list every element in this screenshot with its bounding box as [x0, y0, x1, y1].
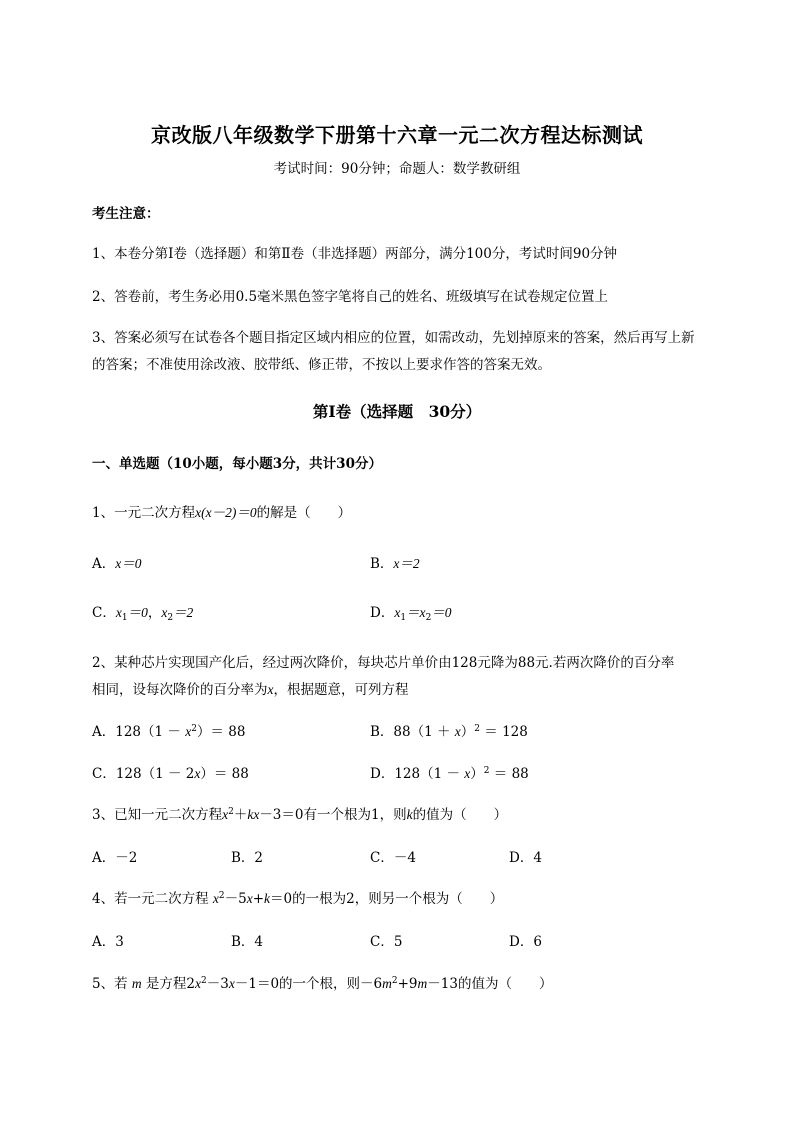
notice-item-3-cont: 的答案；不准使用涂改液、胶带纸、修正带，不按以上要求作答的答案无效。 [92, 357, 551, 373]
notice-heading: 考生注意： [92, 206, 160, 222]
q2-line2-a: 相同，设每次降价的百分率为 [92, 682, 268, 698]
q5-prefix: 5、若 [92, 976, 132, 992]
q1-c-sub2: 2 [167, 613, 174, 623]
q5-sup1: 2 [201, 976, 207, 986]
q1-equation: x(x－2)＝0 [195, 505, 257, 520]
q4-x2: x [246, 891, 253, 906]
q5-m3: m [417, 976, 428, 991]
q2-b-paren: ） [460, 724, 475, 740]
question-3 [92, 803, 507, 823]
q3-mid: 有一个根为1，则 [303, 807, 407, 823]
q2-b-end: ＝ 128 [480, 724, 528, 740]
q2-b-sup: 2 [474, 724, 481, 734]
q5-mid4: +9 [397, 976, 418, 992]
q2-b-text: B．88（1 ＋ [370, 724, 455, 740]
q4-plus: + [252, 891, 265, 907]
q2-option-b[interactable] [370, 720, 528, 740]
q2-line2-b: ，根据题意，可列方程 [273, 682, 409, 698]
q1-prefix: 1、一元二次方程 [92, 505, 196, 521]
question-5 [92, 972, 552, 992]
q1-option-b[interactable] [370, 552, 420, 572]
q1-option-a[interactable] [92, 552, 142, 572]
q5-sup2: 2 [391, 976, 398, 986]
q1-d-end: ＝0 [431, 605, 452, 620]
q4-option-a[interactable]: A．3 [92, 934, 124, 950]
q5-mid2: －3 [206, 976, 229, 992]
q4-option-d[interactable]: D．6 [509, 934, 542, 950]
q2-a-sup: 2 [191, 724, 197, 734]
notice-item-1: 1、本卷分第I卷（选择题）和第Ⅱ卷（非选择题）两部分，满分100分，考试时间90分钟 [92, 246, 618, 262]
q1-option-d[interactable] [370, 601, 452, 623]
q4-suffix: 的一根为2，则另一个根为（ ） [292, 891, 504, 907]
q1-option-d-label: D． [370, 605, 395, 621]
q5-m: m [131, 976, 142, 991]
notice-item-2: 2、答卷前，考生务必用0.5毫米黑色签字笔将自己的姓名、班级填写在试卷规定位置上 [92, 289, 609, 305]
q3-rest: －3＝0 [259, 807, 304, 823]
q2-d-var: x [464, 766, 471, 781]
question-4 [92, 887, 503, 907]
q1-d-x1: x [394, 605, 401, 620]
q3-plus: ＋ [233, 807, 248, 823]
q3-sup: 2 [228, 807, 234, 817]
q1-suffix: 的解是（ ） [256, 505, 352, 521]
q5-suffix: －13的值为（ ） [427, 976, 553, 992]
q3-prefix: 3、已知一元二次方程 [92, 807, 223, 823]
q2-c-text: C．128（1 － 2 [92, 766, 195, 782]
q4-option-c[interactable]: C．5 [370, 934, 403, 950]
q2-a-var: x [185, 724, 192, 739]
q5-x2: x [228, 976, 235, 991]
q1-option-b-label: B． [370, 556, 394, 572]
q2-d-text: D．128（1 － [370, 766, 465, 782]
question-2-line-1: 2、某种芯片实现国产化后，经过两次降价，每块芯片单价由128元降为88元.若两次降价的百分率 [92, 655, 675, 671]
q3-option-a[interactable]: A．－2 [92, 850, 138, 866]
q3-option-c[interactable]: C．－4 [370, 850, 416, 866]
question-1 [92, 501, 351, 521]
q2-d-end: ＝ 88 [489, 766, 529, 782]
q1-d-sub2: 2 [425, 613, 432, 623]
part-heading: 一、单选题（10小题，每小题3分，共计30分） [92, 456, 382, 472]
q4-mid: －5 [224, 891, 247, 907]
q2-c-var: x [194, 766, 201, 781]
q5-m2: m [382, 976, 392, 991]
q2-a-text: A．128（1 － [92, 724, 186, 740]
q4-x: x [212, 891, 219, 906]
q4-prefix: 4、若一元二次方程 [92, 891, 213, 907]
q2-a-end: ）＝ 88 [196, 724, 246, 740]
q3-suffix: 的值为（ ） [412, 807, 508, 823]
q1-d-sub1: 1 [400, 613, 407, 623]
q3-kx: kx [247, 807, 260, 822]
notice-item-3: 3、答案必须写在试卷各个题目指定区域内相应的位置，如需改动，先划掉原来的答案，然后再写上新 [92, 330, 695, 346]
q1-option-c[interactable] [92, 601, 193, 623]
q5-x1: x [195, 976, 202, 991]
q2-line2-var: x [267, 682, 274, 697]
page-title: 京改版八年级数学下册第十六章一元二次方程达标测试 [151, 123, 643, 147]
q1-c-x1: x [115, 605, 122, 620]
question-2-line-2 [92, 678, 409, 698]
q5-mid3: －1＝0的一个根，则－6 [234, 976, 383, 992]
q2-c-end: ）＝ 88 [200, 766, 249, 782]
q1-c-eq2: ＝2 [173, 605, 194, 620]
q1-c-eq1: ＝0 [127, 605, 148, 620]
q5-mid1: 是方程2 [141, 976, 196, 992]
q3-option-d[interactable]: D．4 [509, 850, 542, 866]
q3-option-b[interactable]: B．2 [231, 850, 264, 866]
q4-option-b[interactable]: B．4 [231, 934, 264, 950]
q2-option-c[interactable] [92, 762, 249, 782]
q1-c-x2: x [161, 605, 168, 620]
q1-option-c-label: C． [92, 605, 116, 621]
q2-option-d[interactable] [370, 762, 529, 782]
q1-option-a-label: A． [92, 556, 116, 572]
q2-b-var: x [454, 724, 461, 739]
q3-x: x [222, 807, 229, 822]
q4-end: ＝0 [270, 891, 293, 907]
exam-subtitle: 考试时间：90分钟；命题人：数学教研组 [273, 161, 521, 177]
q3-k: k [406, 807, 413, 822]
q1-c-sub1: 1 [121, 613, 128, 623]
q4-sup: 2 [218, 891, 225, 901]
q1-option-b-text: x＝2 [393, 556, 420, 571]
q1-c-comma: ， [147, 605, 162, 621]
q1-option-a-text: x＝0 [115, 556, 142, 571]
section-title: 第I卷（选择题 30分） [312, 402, 482, 421]
q2-option-a[interactable] [92, 720, 245, 740]
q4-k: k [264, 891, 271, 906]
q1-d-mid: ＝x [406, 605, 426, 620]
q2-d-sup: 2 [483, 766, 490, 776]
q2-d-paren: ） [470, 766, 484, 782]
